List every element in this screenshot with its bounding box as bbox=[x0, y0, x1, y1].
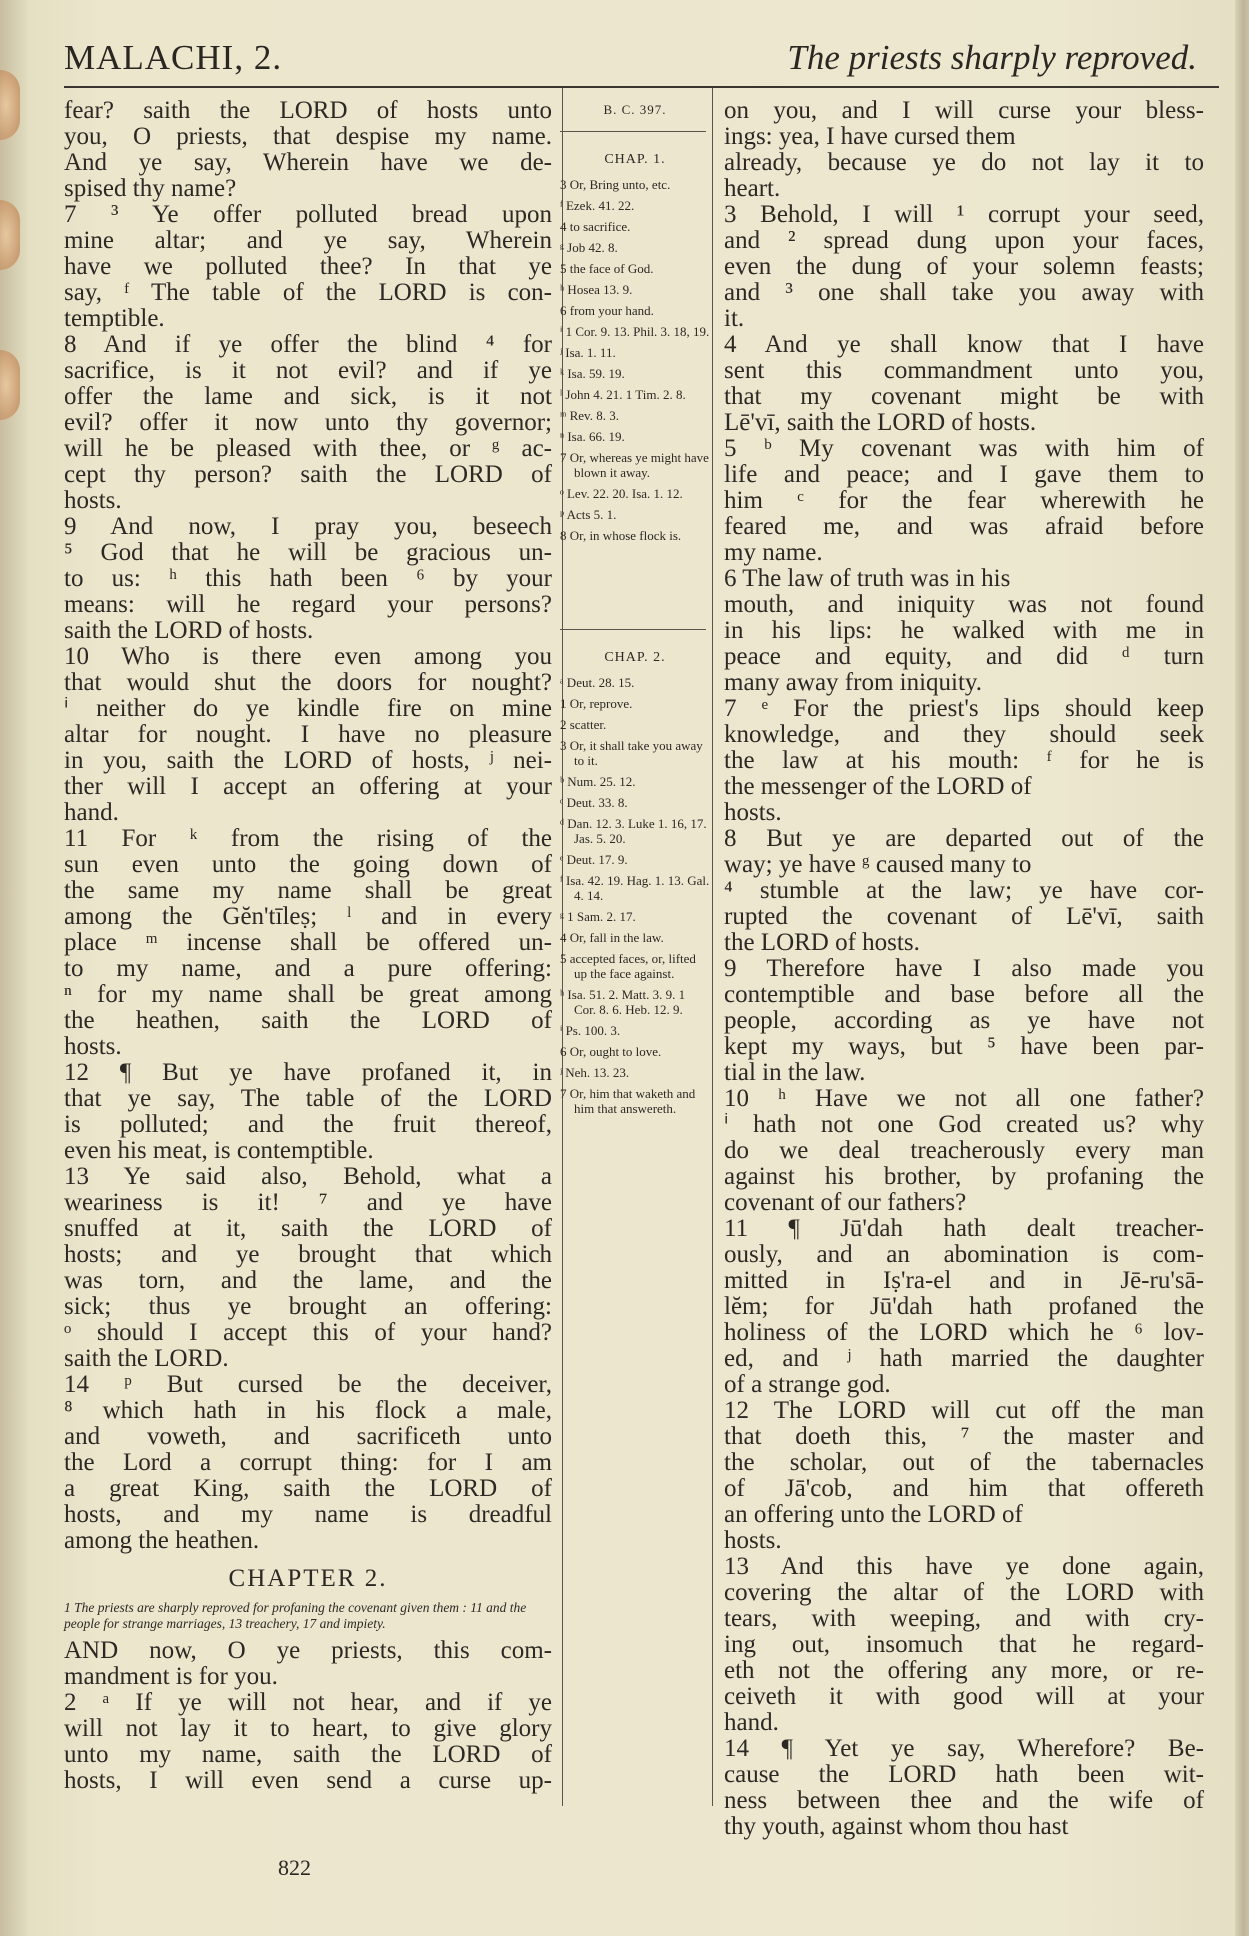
header-rule bbox=[64, 86, 1219, 88]
text-line: that my covenant might be with bbox=[724, 384, 1204, 410]
text-line: 10 ʰ Have we not all one father? bbox=[724, 1086, 1204, 1112]
cross-reference: ᶜ Deut. 33. 8. bbox=[560, 795, 628, 810]
text-line: ⁸ which hath in his flock a male, bbox=[64, 1398, 552, 1424]
chapter-heading: CHAPTER 2. bbox=[228, 1565, 388, 1592]
left-text-column bbox=[64, 98, 552, 1794]
text-line: 9 And now, I pray you, beseech bbox=[64, 514, 552, 540]
text-line: hosts; and ye brought that which bbox=[64, 1242, 552, 1268]
page-gutter-shadow bbox=[0, 0, 30, 1936]
text-line: offer the lame and sick, is it not bbox=[64, 384, 552, 410]
thumb-index-tab bbox=[0, 200, 20, 270]
text-line: mandment is for you. bbox=[64, 1664, 278, 1690]
text-line: fear? saith the LORD of hosts unto bbox=[64, 98, 552, 124]
text-line: is polluted; and the fruit thereof, bbox=[64, 1112, 552, 1138]
text-line: of a strange god. bbox=[724, 1372, 891, 1398]
text-line: ⁱ neither do ye kindle fire on mine bbox=[64, 696, 552, 722]
text-line: lĕm; for Jū'dah hath profaned the bbox=[724, 1294, 1204, 1320]
text-line: 4 And ye shall know that I have bbox=[724, 332, 1204, 358]
text-line: way; ye have ᵍ caused many to bbox=[724, 852, 1032, 878]
text-line: contemptible and base before all the bbox=[724, 982, 1204, 1008]
text-line: Lē'vī, saith the LORD of hosts. bbox=[724, 410, 1037, 436]
cross-reference: ᵏ Isa. 59. 19. bbox=[560, 366, 625, 381]
cross-reference: 4 to sacrifice. bbox=[560, 219, 631, 234]
cross-reference: 7 Or, whereas ye might have blown it away. bbox=[560, 450, 709, 480]
reference-rule bbox=[560, 131, 706, 132]
text-line: many away from iniquity. bbox=[724, 670, 983, 696]
text-line: hosts. bbox=[64, 1034, 122, 1060]
text-line: even the dung of your solemn feasts; bbox=[724, 254, 1204, 280]
text-line: that would shut the doors for nought? bbox=[64, 670, 552, 696]
text-line: already, because ye do not lay it to bbox=[724, 150, 1204, 176]
text-line: covenant of our fathers? bbox=[724, 1190, 967, 1216]
text-line: the scholar, out of the tabernacles bbox=[724, 1450, 1204, 1476]
text-line: rupted the covenant of Lē'vī, saith bbox=[724, 904, 1204, 930]
cross-reference: ᶠ Ezek. 41. 22. bbox=[560, 198, 635, 213]
text-line: hand. bbox=[64, 800, 119, 826]
text-line: even his meat, is contemptible. bbox=[64, 1138, 374, 1164]
text-line: and voweth, and sacrificeth unto bbox=[64, 1424, 552, 1450]
text-line: will not lay it to heart, to give glory bbox=[64, 1716, 552, 1742]
text-line: ⁿ for my name shall be great among bbox=[64, 982, 552, 1008]
text-line: and ² spread dung upon your faces, bbox=[724, 228, 1204, 254]
text-line: place ᵐ incense shall be offered un- bbox=[64, 930, 552, 956]
page-edge bbox=[1235, 0, 1249, 1936]
cross-reference: ᵈ Dan. 12. 3. Luke 1. 16, 17. Jas. 5. 20. bbox=[560, 816, 707, 846]
cross-reference: 6 Or, ought to love. bbox=[560, 1044, 662, 1059]
text-line: sent this commandment unto you, bbox=[724, 358, 1204, 384]
cross-reference: ᶠ Isa. 42. 19. Hag. 1. 13. Gal. 4. 14. bbox=[560, 873, 710, 903]
cross-reference: ʰ Isa. 51. 2. Matt. 3. 9. 1 Cor. 8. 6. Heb. 12. 9. bbox=[560, 987, 686, 1017]
text-line: 3 Behold, I will ¹ corrupt your seed, bbox=[724, 202, 1204, 228]
text-line: say, ᶠ The table of the LORD is con- bbox=[64, 280, 552, 306]
text-line: 2 ᵃ If ye will not hear, and if ye bbox=[64, 1690, 552, 1716]
text-line: mitted in Iṣ'ra-el and in Jē-ru'sā- bbox=[724, 1268, 1204, 1294]
text-line: sacrifice, is it not evil? and if ye bbox=[64, 358, 552, 384]
text-line: temptible. bbox=[64, 306, 165, 332]
text-line: 9 Therefore have I also made you bbox=[724, 956, 1204, 982]
reference-chapter-label: CHAP. 1. bbox=[604, 152, 666, 167]
text-line: an offering unto the LORD of bbox=[724, 1502, 1023, 1528]
thumb-index-tab bbox=[0, 350, 20, 420]
text-line: ings: yea, I have cursed them bbox=[724, 124, 1016, 150]
text-line: mouth, and iniquity was not found bbox=[724, 592, 1204, 618]
cross-reference: ⁿ Isa. 66. 19. bbox=[560, 429, 625, 444]
text-line: the same my name shall be great bbox=[64, 878, 552, 904]
cross-reference: 5 accepted faces, or, lifted up the face against. bbox=[560, 951, 696, 981]
text-line: people, according as ye have not bbox=[724, 1008, 1204, 1034]
text-line: hosts, I will even send a curse up- bbox=[64, 1768, 552, 1794]
cross-reference: 1 Or, reprove. bbox=[560, 696, 633, 711]
text-line: peace and equity, and did ᵈ turn bbox=[724, 644, 1204, 670]
cross-reference: ⁱ 1 Cor. 9. 13. Phil. 3. 18, 19. bbox=[560, 324, 710, 339]
cross-reference: ᵍ 1 Sam. 2. 17. bbox=[560, 909, 636, 924]
text-line: 8 But ye are departed out of the bbox=[724, 826, 1204, 852]
text-line: 14 ¶ Yet ye say, Wherefore? Be- bbox=[724, 1736, 1204, 1762]
text-line: ness between thee and the wife of bbox=[724, 1788, 1204, 1814]
text-line: of Jā'cob, and him that offereth bbox=[724, 1476, 1204, 1502]
right-text-column bbox=[724, 98, 1204, 1840]
text-line: to my name, and a pure offering: bbox=[64, 956, 552, 982]
text-line: that doeth this, ⁷ the master and bbox=[724, 1424, 1204, 1450]
text-line: 12 The LORD will cut off the man bbox=[724, 1398, 1204, 1424]
running-header bbox=[64, 38, 1197, 88]
text-line: 10 Who is there even among you bbox=[64, 644, 552, 670]
text-line: among the heathen. bbox=[64, 1528, 260, 1554]
text-line: ously, and an abomination is com- bbox=[724, 1242, 1204, 1268]
text-line: the heathen, saith the LORD of bbox=[64, 1008, 552, 1034]
book-chapter-title: MALACHI, 2. bbox=[64, 38, 283, 77]
text-line: sick; thus ye brought an offering: bbox=[64, 1294, 552, 1320]
text-line: 7 ³ Ye offer polluted bread upon bbox=[64, 202, 552, 228]
text-line: hand. bbox=[724, 1710, 779, 1736]
text-line: will he be pleased with thee, or ᵍ ac- bbox=[64, 436, 552, 462]
cross-reference: ᵉ Deut. 17. 9. bbox=[560, 852, 628, 867]
text-line: cause the LORD hath been wit- bbox=[724, 1762, 1204, 1788]
text-line: have we polluted thee? In that ye bbox=[64, 254, 552, 280]
text-line: a great King, saith the LORD of bbox=[64, 1476, 552, 1502]
text-line: 13 Ye said also, Behold, what a bbox=[64, 1164, 552, 1190]
text-line: ed, and ʲ hath married the daughter bbox=[724, 1346, 1204, 1372]
cross-reference: ᵇ Num. 25. 12. bbox=[560, 774, 636, 789]
cross-reference: ʲ Isa. 1. 11. bbox=[560, 345, 616, 360]
text-line: evil? offer it now unto thy governor; bbox=[64, 410, 552, 436]
text-line: it. bbox=[724, 306, 745, 332]
text-line: on you, and I will curse your bless- bbox=[724, 98, 1204, 124]
text-line: hosts, and my name is dreadful bbox=[64, 1502, 552, 1528]
text-line: feared me, and was afraid before bbox=[724, 514, 1204, 540]
date-marker: B. C. 397. bbox=[603, 102, 667, 117]
text-line: thy youth, against whom thou hast bbox=[724, 1814, 1069, 1840]
text-line: 12 ¶ But ye have profaned it, in bbox=[64, 1060, 552, 1086]
cross-reference: 3 Or, it shall take you away to it. bbox=[560, 738, 703, 768]
cross-reference: 2 scatter. bbox=[560, 717, 607, 732]
text-line: 5 ᵇ My covenant was with him of bbox=[724, 436, 1204, 462]
text-line: altar for nought. I have no pleasure bbox=[64, 722, 552, 748]
page-number: 822 bbox=[278, 1855, 311, 1880]
text-line: holiness of the LORD which he ⁶ lov- bbox=[724, 1320, 1204, 1346]
text-line: kept my ways, but ⁵ have been par- bbox=[724, 1034, 1204, 1060]
text-line: and ³ one shall take you away with bbox=[724, 280, 1204, 306]
text-line: to us: ʰ this hath been ⁶ by your bbox=[64, 566, 552, 592]
text-line: unto my name, saith the LORD of bbox=[64, 1742, 552, 1768]
text-line: 14 ᵖ But cursed be the deceiver, bbox=[64, 1372, 552, 1398]
text-line: heart. bbox=[724, 176, 781, 202]
text-line: you, O priests, that despise my name. bbox=[64, 124, 552, 150]
text-line: 8 And if ye offer the blind ⁴ for bbox=[64, 332, 552, 358]
text-line: him ᶜ for the fear wherewith he bbox=[724, 488, 1204, 514]
text-line: knowledge, and they should seek bbox=[724, 722, 1204, 748]
text-line: snuffed at it, saith the LORD of bbox=[64, 1216, 552, 1242]
text-line: sun even unto the going down of bbox=[64, 852, 552, 878]
thumb-index-tab bbox=[0, 70, 20, 140]
text-line: life and peace; and I gave them to bbox=[724, 462, 1204, 488]
cross-reference: 6 from your hand. bbox=[560, 303, 654, 318]
text-line: the LORD of hosts. bbox=[724, 930, 920, 956]
text-line: my name. bbox=[724, 540, 823, 566]
text-line: ᵒ should I accept this of your hand? bbox=[64, 1320, 552, 1346]
text-line: spised thy name? bbox=[64, 176, 237, 202]
cross-reference: ᵒ Lev. 22. 20. Isa. 1. 12. bbox=[560, 486, 683, 501]
text-line: do we deal treacherously every man bbox=[724, 1138, 1204, 1164]
text-line: among the Gĕn'tīleṣ; ˡ and in every bbox=[64, 904, 552, 930]
cross-reference: 3 Or, Bring unto, etc. bbox=[560, 177, 671, 192]
text-line: weariness is it! ⁷ and ye have bbox=[64, 1190, 552, 1216]
reference-column bbox=[560, 98, 710, 1122]
text-line: saith the LORD. bbox=[64, 1346, 229, 1372]
cross-reference: 4 Or, fall in the law. bbox=[560, 930, 664, 945]
text-line: hosts. bbox=[724, 800, 782, 826]
text-line: 11 ¶ Jū'dah hath dealt treacher- bbox=[724, 1216, 1204, 1242]
text-line: mine altar; and ye say, Wherein bbox=[64, 228, 552, 254]
text-line: means: will he regard your persons? bbox=[64, 592, 552, 618]
text-line: in you, saith the LORD of hosts, ʲ nei- bbox=[64, 748, 552, 774]
text-line: ing out, insomuch that he regard- bbox=[724, 1632, 1204, 1658]
text-line: the Lord a corrupt thing: for I am bbox=[64, 1450, 552, 1476]
cross-reference: ʰ Hosea 13. 9. bbox=[560, 282, 633, 297]
text-line: ⁴ stumble at the law; ye have cor- bbox=[724, 878, 1204, 904]
reference-chapter-label: CHAP. 2. bbox=[604, 650, 666, 665]
reference-rule bbox=[560, 629, 706, 630]
text-line: was torn, and the lame, and the bbox=[64, 1268, 552, 1294]
text-line: hosts. bbox=[64, 488, 122, 514]
text-line: AND now, O ye priests, this com- bbox=[64, 1638, 552, 1664]
chapter-summary: 1 The priests are sharply reproved for profaning the covenant given them : 11 and the people for strange marriages, 13 treachery, 17 and impiety. bbox=[64, 1600, 527, 1631]
text-line: And ye say, Wherein have we de- bbox=[64, 150, 552, 176]
cross-reference: ᵖ Acts 5. 1. bbox=[560, 507, 617, 522]
cross-reference: ˡ John 4. 21. 1 Tim. 2. 8. bbox=[560, 387, 686, 402]
text-line: ⁵ God that he will be gracious un- bbox=[64, 540, 552, 566]
text-line: ther will I accept an offering at your bbox=[64, 774, 552, 800]
text-line: tial in the law. bbox=[724, 1060, 866, 1086]
text-line: 11 For ᵏ from the rising of the bbox=[64, 826, 552, 852]
cross-reference: 7 Or, him that waketh and him that answereth. bbox=[560, 1086, 696, 1116]
text-line: ceiveth it with good will at your bbox=[724, 1684, 1204, 1710]
cross-reference: ᵍ Job 42. 8. bbox=[560, 240, 618, 255]
cross-reference: ᵐ Rev. 8. 3. bbox=[560, 408, 619, 423]
page-topic-title: The priests sharply reproved. bbox=[787, 38, 1197, 77]
text-line: 13 And this have ye done again, bbox=[724, 1554, 1204, 1580]
text-line: that ye say, The table of the LORD bbox=[64, 1086, 552, 1112]
text-line: tears, with weeping, and with cry- bbox=[724, 1606, 1204, 1632]
column-divider bbox=[712, 88, 713, 1806]
text-line: hosts. bbox=[724, 1528, 782, 1554]
cross-reference: 5 the face of God. bbox=[560, 261, 654, 276]
text-line: the law at his mouth: ᶠ for he is bbox=[724, 748, 1204, 774]
text-line: the messenger of the LORD of bbox=[724, 774, 1032, 800]
text-line: 6 The law of truth was in his bbox=[724, 566, 1011, 592]
cross-reference: 8 Or, in whose flock is. bbox=[560, 528, 682, 543]
cross-reference: ⁱ Ps. 100. 3. bbox=[560, 1023, 621, 1038]
text-line: 7 ᵉ For the priest's lips should keep bbox=[724, 696, 1204, 722]
text-line: ⁱ hath not one God created us? why bbox=[724, 1112, 1204, 1138]
cross-reference: ʲ Neh. 13. 23. bbox=[560, 1065, 630, 1080]
text-line: in his lips: he walked with me in bbox=[724, 618, 1204, 644]
cross-reference: ᵃ Deut. 28. 15. bbox=[560, 675, 635, 690]
text-line: covering the altar of the LORD with bbox=[724, 1580, 1204, 1606]
text-line: eth not the offering any more, or re- bbox=[724, 1658, 1204, 1684]
text-line: against his brother, by profaning the bbox=[724, 1164, 1204, 1190]
text-line: cept thy person? saith the LORD of bbox=[64, 462, 552, 488]
text-line: saith the LORD of hosts. bbox=[64, 618, 314, 644]
